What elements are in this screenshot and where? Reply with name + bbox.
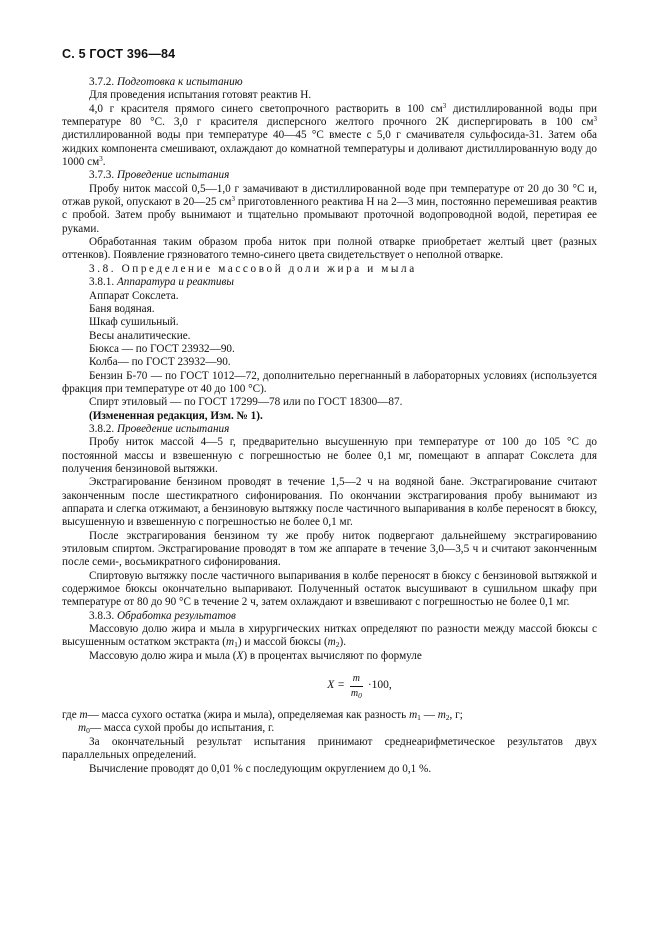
formula-fraction	[348, 673, 365, 700]
paragraph-mass-difference: Массовую долю жира и мыла в хирургических нитках определяют по разности между массой бюксы с высушенным остатком экстракта $(m_1)$ и массой бюксы $(m_2)$.	[62, 623, 597, 650]
paragraph-reagent-prep: 4,0 г красителя прямого синего светопрочного растворить в 100 $см^3$ дистиллированной воды при температуре 80 °С. 3,0 г красителя дисперсного желтого прочного 2К диспергировать в 100 $см^3$ дистиллированной воды при температуре 40—45 °С вместе с 5,0 г смачивателя сульфосида-31. Затем оба жидких компонента смешивают, охлаждают до комнатной температуры и доливают дистиллированную воду до 1000 $см^3$.	[62, 101, 597, 169]
section-3-8-title: 3.8. Определение массовой доли жира и мыла	[89, 262, 417, 275]
equipment-item: Весы аналитические.	[89, 329, 191, 342]
paragraph: Для проведения испытания готовят реактив Н.	[89, 89, 312, 102]
paragraph: Пробу ниток массой 4—5 г, предварительно высушенную при температуре от 100 до 105 °С до постоянной массы и взвешенную с погрешностью не более 0,1 мг, помещают в аппарат Сокслета для получения бензиновой вытяжки.	[62, 436, 597, 475]
page-header: С. 5 ГОСТ 396—84	[62, 47, 176, 61]
formula-denominator: $m_0$	[350, 687, 362, 700]
equipment-item: Колба— по ГОСТ 23932—90.	[89, 356, 231, 369]
formula	[62, 663, 597, 709]
paragraph: Обработанная таким образом проба ниток при полной отварке приобретает желтый цвет (разных оттенков). Появление грязноватого темно-синего цвета свидетельствует о неполной отварке.	[62, 236, 597, 262]
subsection-3-7-3: 3.7.3. Проведение испытания	[89, 169, 230, 182]
paragraph: За окончательный результат испытания принимают среднеарифметическое результатов двух параллельных определений.	[62, 735, 597, 762]
amendment-note: (Измененная редакция, Изм. № 1).	[89, 409, 263, 422]
formula-legend-m0: $m_0—$ масса сухой пробы до испытания, г.	[78, 722, 275, 736]
equipment-item: Бензин Б-70 — по ГОСТ 1012—72, дополнительно перегнанный в лабораторных условиях (используется фракция при температуре от 40 до 100 °С).	[62, 369, 597, 395]
formula-lhs: X =	[327, 679, 345, 692]
paragraph: Спиртовую вытяжку после частичного выпаривания в колбе переносят в бюксу с бензиновой вытяжкой и содержимое бюксы окончательно выпаривают. Полученный остаток высушивают в сушильном шкафу при температуре от 80 до 90 °С в течение 2 ч, затем охлаждают и взвешивают с погрешностью не более 0,1 мг.	[62, 569, 597, 609]
formula-numerator: m	[350, 673, 363, 687]
equipment-item: Спирт этиловый — по ГОСТ 17299—78 или по ГОСТ 18300—87.	[89, 396, 403, 409]
equipment-item: Аппарат Сокслета.	[89, 289, 179, 302]
paragraph: После экстрагирования бензином ту же пробу ниток подвергают дальнейшему экстрагированию этиловым спиртом. Экстрагирование проводят в том же аппарате в течение 3,0—3,5 ч и считают законченным после семи-, восьмикратного сифонирования.	[62, 529, 597, 569]
document-body	[62, 76, 597, 776]
equipment-item: Шкаф сушильный.	[89, 316, 179, 329]
subsection-3-8-2: 3.8.2. Проведение испытания	[89, 422, 230, 435]
paragraph: Вычисление проводят до 0,01 % с последующим округлением до 0,1 %.	[89, 762, 432, 775]
paragraph-test-procedure: Пробу ниток массой 0,5—1,0 г замачивают в дистиллированной воде при температуре от 20 до 30 °С и, отжав рукой, опускают в 20—25 $см^3$ приготовленного реактива Н на 2—3 мин, постоянно перемешивая реактив с пробой. Затем пробу вынимают и тщательно промывают проточной водопроводной водой, перетирая ее руками.	[62, 182, 597, 235]
paragraph: Экстрагирование бензином проводят в течение 1,5—2 ч на водяной бане. Экстрагирование считают законченным после шестикратного сифонирования. По окончании экстрагирования пробу вынимают из аппарата и слегка отжимают, а бензиновую вытяжку после частичного выпаривания в колбе переносят в бюксу, высушенную и взвешенную с погрешностью не более 0,1 мг.	[62, 476, 597, 529]
subsection-3-8-1: 3.8.1. Аппаратура и реактивы	[89, 276, 234, 289]
equipment-item: Бюкса — по ГОСТ 23932—90.	[89, 342, 235, 355]
formula-legend-m: где m— масса сухого остатка (жира и мыла), определяемая как разность $m_1$ — $m_2$, г;	[62, 709, 463, 723]
subsection-3-7-2: 3.7.2. Подготовка к испытанию	[89, 76, 243, 88]
equipment-item: Баня водяная.	[89, 302, 155, 315]
paragraph-formula-intro: Массовую долю жира и мыла (X) в процентах вычисляют по формуле	[89, 649, 422, 662]
subsection-3-8-3: 3.8.3. Обработка результатов	[89, 609, 236, 622]
formula-rhs: ·100,	[367, 679, 392, 692]
